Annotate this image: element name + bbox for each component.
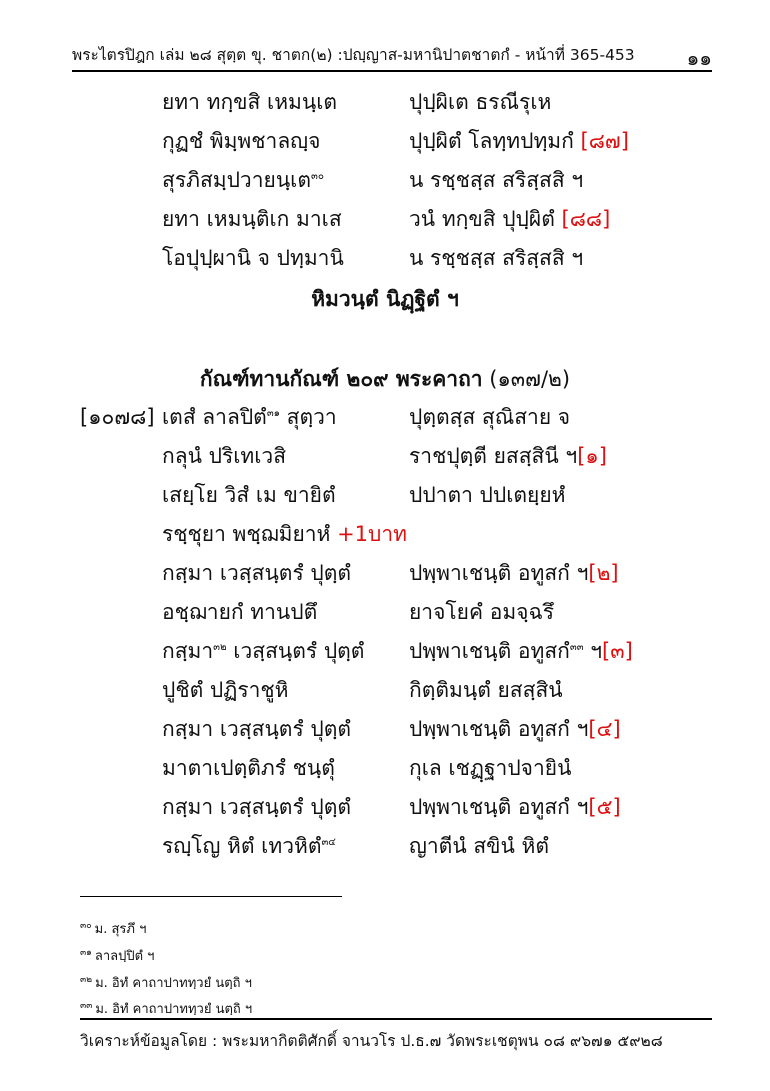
- footnote-mark: ๓๐: [311, 171, 324, 182]
- verse-line-2-right: ปุปฺผิตํ โลทฺทปทฺมกํ [๘๗]: [409, 129, 629, 153]
- verse-reference: [๕]: [588, 795, 621, 819]
- footer-rule: [80, 1018, 712, 1020]
- verse-10-left: มาตาเปตฺติภรํ ชนฺตุํ: [162, 756, 335, 780]
- verse-7-left: กสฺมา$^{๓๒}$ เวสฺสนฺตรํ ปุตฺตํ: [162, 639, 365, 663]
- verse-1-right: ปุตฺตสฺส สุณิสาย จ: [409, 405, 571, 429]
- page-number: ๑๑: [686, 46, 712, 70]
- verse-3-left: เสยฺโย วิสํ เม ขายิตํ: [162, 483, 336, 507]
- verse-7-right: ปพฺพาเชนฺติ อทูสกํ$^{๓๓}$ ฯ[๓]: [409, 639, 633, 663]
- verse-reference: [๑]: [577, 444, 607, 468]
- verse-line-3-right: น รชฺชสฺส สริสฺสสิ ฯ: [409, 168, 584, 192]
- verse-1-left: เตสํ ลาลปิตํ$^{๓๑}$ สุตฺวา: [162, 405, 337, 429]
- section-title: กัณฑ์ทานกัณฑ์ ๒๐๙ พระคาถา (๑๓๗/๒): [199, 367, 571, 391]
- verse-line-3-left: สุรภิสมฺปวายนฺเต$^{๓๐}$: [162, 168, 324, 192]
- verse-3-right: ปปาตา ปปเตยฺยหํ: [409, 483, 566, 507]
- verse-11-right: ปพฺพาเชนฺติ อทูสกํ ฯ[๕]: [409, 795, 621, 819]
- footnote-item: $^{๓๐}$ ม. สุรภึ ฯ: [80, 920, 147, 937]
- verse-line-2-left: กุฏชํ พิมฺพชาลญฺจ: [162, 129, 321, 153]
- verse-line-5-right: น รชฺชสฺส สริสฺสสิ ฯ: [409, 246, 584, 270]
- verse-reference: [๒]: [588, 561, 619, 585]
- verse-4-left: รชฺชุยา พชฺฌมิยาหํ +1บาท: [162, 522, 407, 546]
- verse-5-right: ปพฺพาเชนฺติ อทูสกํ ฯ[๒]: [409, 561, 619, 585]
- verse-9-right: ปพฺพาเชนฺติ อทูสกํ ฯ[๔]: [409, 717, 621, 741]
- header-rule: [72, 70, 712, 72]
- verse-12-right: ญาตีนํ สขินํ หิตํ: [409, 834, 550, 858]
- verse-10-right: กุเล เชฏฺฐาปจายินํ: [409, 756, 572, 780]
- footnote-mark: ๓๓: [569, 642, 584, 653]
- footnote-mark: ๓๒: [213, 642, 227, 653]
- footnote-item: $^{๓๒}$ ม. อิทํ คาถาปาททฺวยํ นตฺถิ ฯ: [80, 974, 252, 991]
- verse-11-left: กสฺมา เวสฺสนฺตรํ ปุตฺตํ: [162, 795, 351, 819]
- verse-line-1-left: ยทา ทกฺขสิ เหมนฺเต: [162, 90, 338, 114]
- section-end-title: หิมวนฺตํ นิฏฺฐิตํ ฯ: [311, 287, 459, 311]
- verse-8-left: ปูชิตํ ปฏิราชูหิ: [162, 678, 289, 702]
- verse-9-left: กสฺมา เวสฺสนฺตรํ ปุตฺตํ: [162, 717, 351, 741]
- verse-line-4-left: ยทา เหมนฺติเก มาเส: [162, 207, 342, 231]
- verse-6-right: ยาจโยคํ อมจฺฉรึ: [409, 600, 555, 624]
- verse-line-4-right: วนํ ทกฺขสิ ปุปฺผิตํ [๘๘]: [409, 207, 611, 231]
- footer-text: วิเคราะห์ข้อมูลโดย : พระมหากิตติศักดิ์ จานวโร ป.ธ.๗ วัดพระเชตุพน ๐๘ ๙๖๗๑ ๕๙๒๘: [80, 1032, 663, 1050]
- page-footer: [80, 1018, 712, 1053]
- footnote-item: $^{๓๓}$ ม. อิทํ คาถาปาททฺวยํ นตฺถิ ฯ: [80, 1000, 253, 1017]
- verse-line-5-left: โอปุปฺผานิ จ ปทฺมานิ: [162, 246, 344, 270]
- verse-number: [๑๐๗๘]: [80, 405, 155, 429]
- page-header: [72, 40, 712, 70]
- verse-line-1-right: ปุปฺผิเต ธรณีรุเห: [409, 90, 552, 114]
- header-title: พระไตรปิฎก เล่ม ๒๘ สุตฺต ขุ. ชาตก(๒) :ปญฺญาส-มหานิปาตชาตกํ - หน้าที่ 365-453: [72, 46, 635, 64]
- verse-6-left: อชฺฌายกํ ทานปตึ: [162, 600, 318, 624]
- verse-2-right: ราชปุตฺตี ยสสฺสินี ฯ[๑]: [409, 444, 607, 468]
- verse-reference: [๘๗]: [580, 129, 629, 153]
- verse-reference: [๔]: [588, 717, 621, 741]
- verse-12-left: รญฺโญ หิตํ เทวหิตํ$^{๓๔}$: [162, 834, 336, 858]
- verse-5-left: กสฺมา เวสฺสนฺตรํ ปุตฺตํ: [162, 561, 351, 585]
- verse-2-left: กลุนํ ปริเทเวสิ: [162, 444, 287, 468]
- footnote-rule: [80, 896, 342, 897]
- verse-8-right: กิตฺติมนฺตํ ยสสฺสินํ: [409, 678, 563, 702]
- verse-reference: [๓]: [602, 639, 633, 663]
- extra-line-note: +1บาท: [337, 522, 407, 546]
- verse-reference: [๘๘]: [561, 207, 611, 231]
- footnote-mark: ๓๔: [321, 837, 336, 848]
- footnote-item: $^{๓๑}$ ลาลปฺปิตํ ฯ: [80, 947, 155, 964]
- footnote-mark: ๓๑: [266, 408, 280, 419]
